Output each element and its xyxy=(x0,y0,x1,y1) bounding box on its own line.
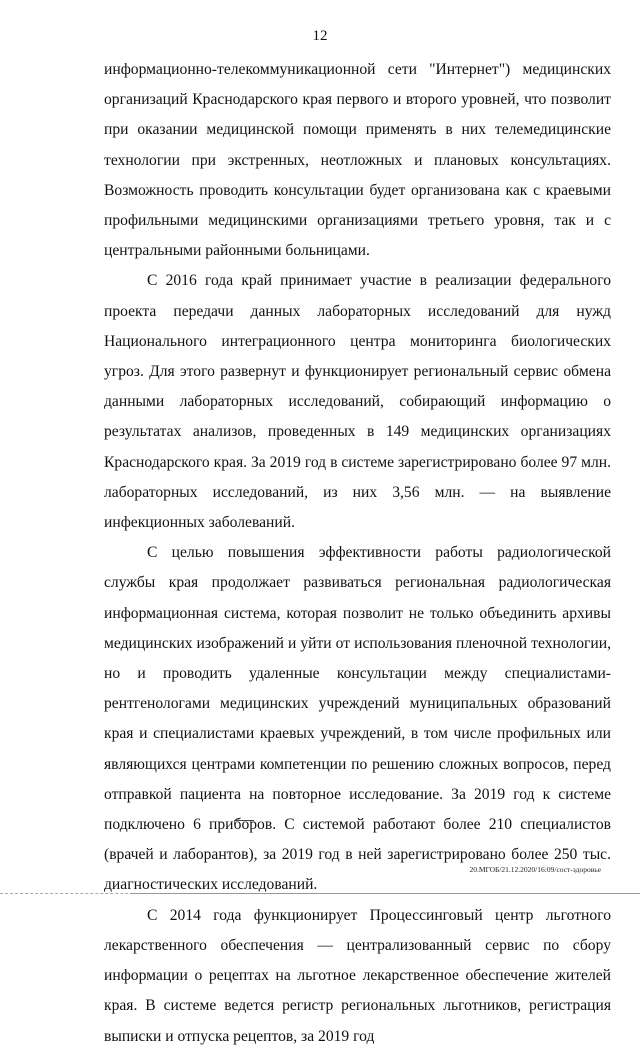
page-number: 12 xyxy=(312,28,328,44)
footer-document-code: 20.МГОБ/21.12.2020/16:09/сост-здоровье xyxy=(469,865,601,874)
scan-edge-segment xyxy=(130,893,640,894)
paragraph-radiology: С целью повышения эффективности работы радиологической службы края продолжает развиваться региональная радиологическая информационная система, которая позволит не только объединить архивы медицинских изображений и уйти от использования пленочной технологии, но и проводить удаленные консультации между специалистами-рентгенологами медицинских учреждений муниципальных образований края и специалистами краевых учреждений, в том числе профильных или являющихся центрами компетенции по решению сложных вопросов, перед отправкой пациента на повторное исследование. За 2019 год к системе подключено 6 приборов. С системой работают более 210 специалистов (врачей и лаборантов), за 2019 год в ней зарегистрировано более 250 тыс. диагностических исследований. xyxy=(104,544,611,894)
document-body xyxy=(104,55,611,1052)
paragraph-continuation: информационно-телекоммуникационной сети "Интернет") медицинских организаций Краснодарского края первого и второго уровней, что позволит при оказании медицинской помощи применять в них телемедицинские технологии при экстренных, неотложных и плановых консультациях. Возможность проводить консультации будет организована как с краевыми профильными медицинскими организациями третьего уровня, так и с центральными районными больницами. xyxy=(104,61,611,260)
paragraph-lab-data: С 2016 года край принимает участие в реализации федерального проекта передачи данных лабораторных исследований для нужд Национального интеграционного центра мониторинга биологических угроз. Для этого развернут и функционирует региональный сервис обмена данными лабораторных исследований, собирающий информацию о результатах анализов, проведенных в 149 медицинских организациях Краснодарского края. За 2019 год в системе зарегистрировано более 97 млн. лабораторных исследований, из них 3,56 млн. — на выявление инфекционных заболеваний. xyxy=(104,272,611,532)
paragraph-processing-center: С 2014 года функционирует Процессинговый центр льготного лекарственного обеспечения — централизованный сервис по сбору информации о рецептах на льготное лекарственное обеспечение жителей края. В системе ведется регистр региональных льготников, регистрация выписки и отпуска рецептов, за 2019 год xyxy=(104,906,611,1045)
short-rule-mark xyxy=(234,820,254,821)
